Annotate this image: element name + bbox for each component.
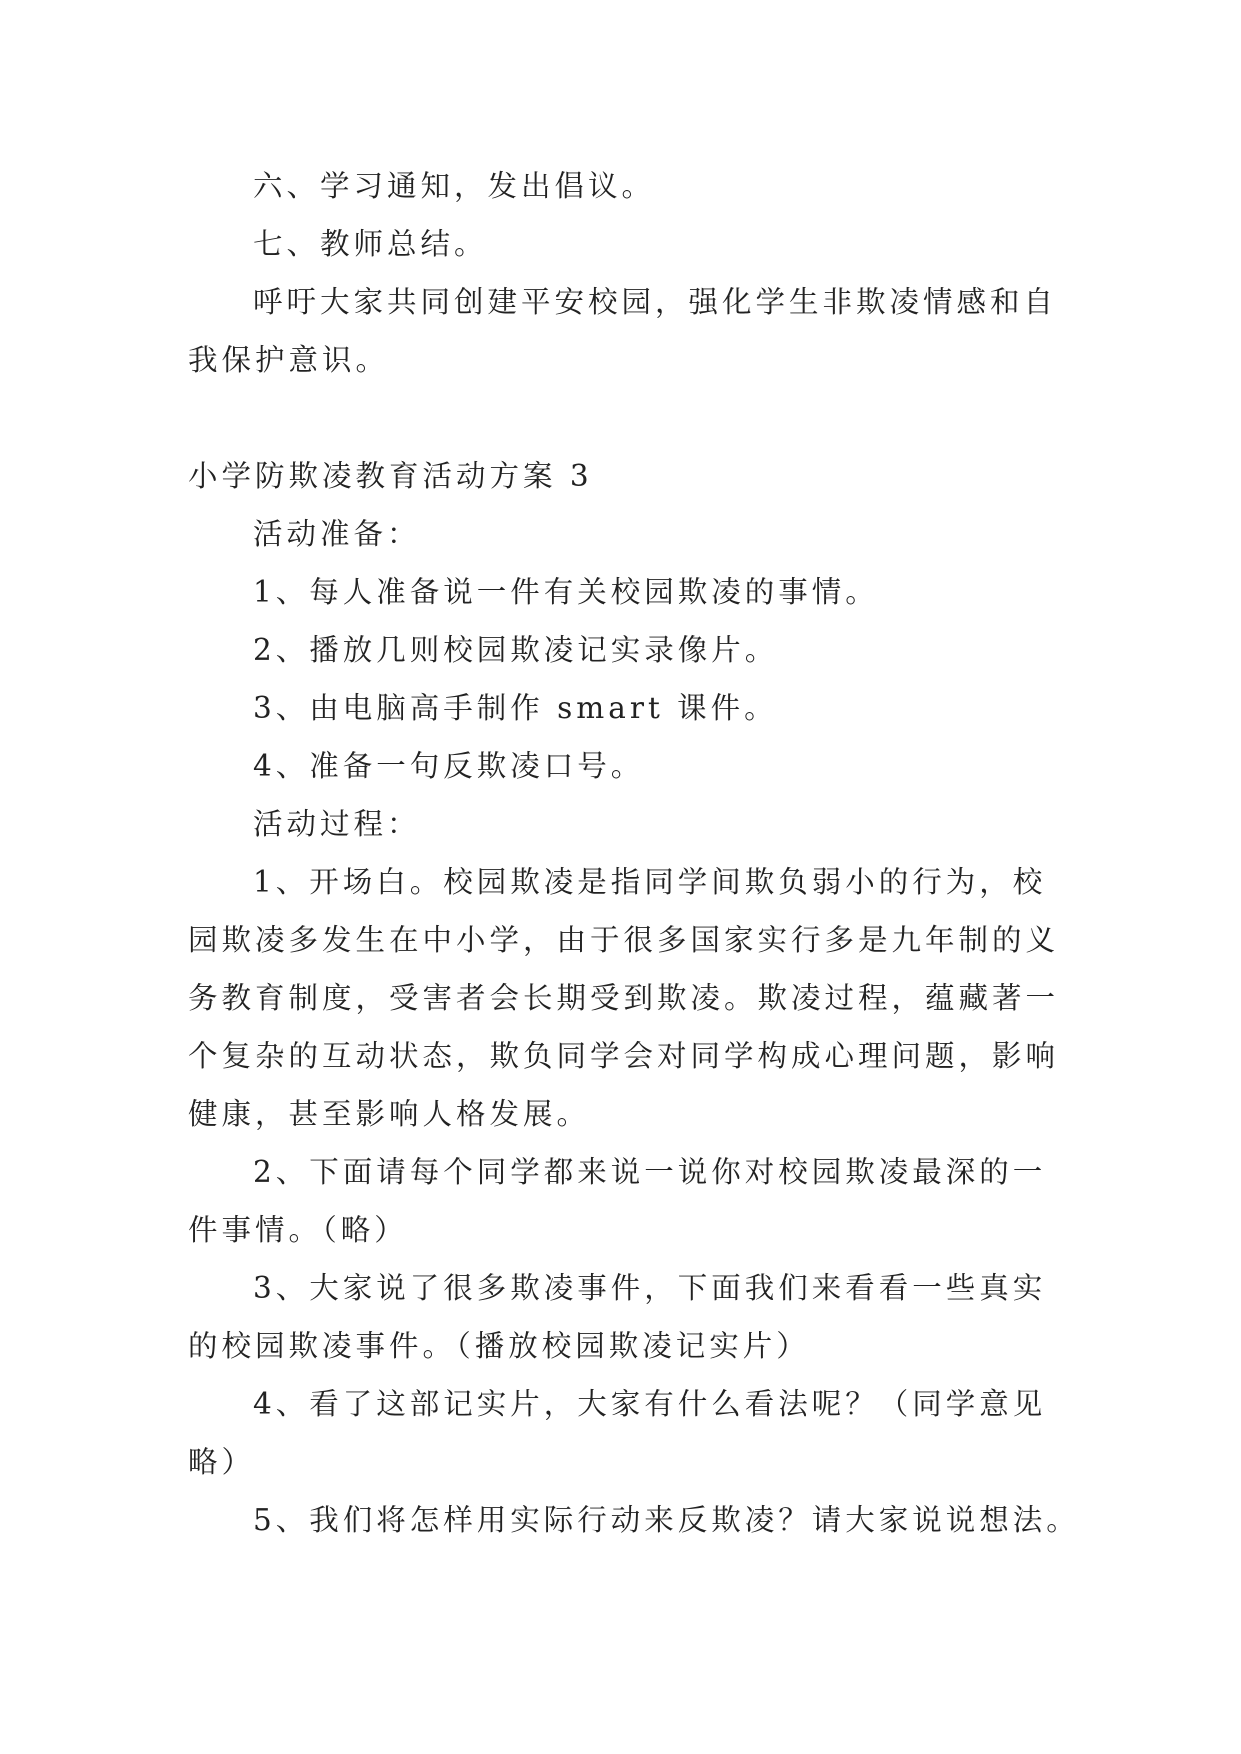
paragraph-line: 3、大家说了很多欺凌事件，下面我们来看看一些真实 bbox=[253, 1271, 1047, 1305]
list-item: 3、由电脑高手制作 smart 课件。 bbox=[253, 691, 778, 725]
section-title: 小学防欺凌教育活动方案 3 bbox=[188, 459, 593, 493]
list-item-seven: 七、教师总结。 bbox=[253, 227, 488, 261]
paragraph-line: 我保护意识。 bbox=[188, 343, 390, 377]
list-item-six: 六、学习通知，发出倡议。 bbox=[253, 169, 656, 203]
paragraph-line: 健康，甚至影响人格发展。 bbox=[188, 1097, 591, 1131]
paragraph-line: 的校园欺凌事件。（播放校园欺凌记实片） bbox=[188, 1329, 810, 1363]
paragraph-line: 呼吁大家共同创建平安校园，强化学生非欺凌情感和自 bbox=[253, 285, 1058, 319]
paragraph-line: 4、看了这部记实片，大家有什么看法呢？（同学意见 bbox=[253, 1387, 1047, 1421]
paragraph-line: 1、开场白。校园欺凌是指同学间欺负弱小的行为，校 bbox=[253, 865, 1047, 899]
paragraph-line: 个复杂的互动状态，欺负同学会对同学构成心理问题，影响 bbox=[188, 1039, 1060, 1073]
list-item: 4、准备一句反欺凌口号。 bbox=[253, 749, 645, 783]
paragraph-line: 2、下面请每个同学都来说一说你对校园欺凌最深的一 bbox=[253, 1155, 1047, 1189]
paragraph-line: 5、我们将怎样用实际行动来反欺凌？请大家说说想法。 bbox=[253, 1503, 1080, 1537]
list-item: 2、播放几则校园欺凌记实录像片。 bbox=[253, 633, 779, 667]
subheading-process: 活动过程： bbox=[253, 807, 421, 841]
paragraph-line: 件事情。（略） bbox=[188, 1213, 408, 1247]
paragraph-line: 略） bbox=[188, 1445, 256, 1479]
paragraph-line: 园欺凌多发生在中小学，由于很多国家实行多是九年制的义 bbox=[188, 923, 1060, 957]
subheading-preparation: 活动准备： bbox=[253, 517, 421, 551]
paragraph-line: 务教育制度，受害者会长期受到欺凌。欺凌过程，蕴藏著一 bbox=[188, 981, 1060, 1015]
list-item: 1、每人准备说一件有关校园欺凌的事情。 bbox=[253, 575, 879, 609]
